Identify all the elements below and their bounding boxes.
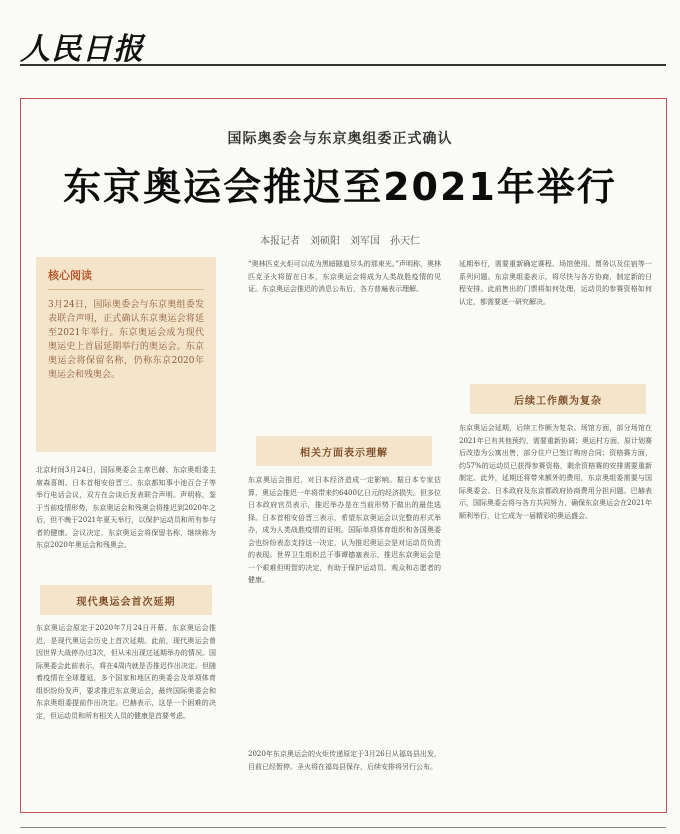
column-1-text-a: 北京时间3月24日，国际奥委会主席巴赫、东京奥组委主席森喜朗、日本首相安倍晋三、东京都知事小池百合子等举行电话会议，双方在会谈后发表联合声明。声明称，鉴于当前疫情形势，东京奥运会和残奥会将推迟到2020年之后，但不晚于2021年夏天举行，以保护运动员和所有参与者的健康。会议决定，东京奥运会将保留名称，继续称为东京2020年奥运会和残奥会。 [36, 466, 216, 549]
column-2-text-c: 2020年东京奥运会的火炬传递原定于3月26日从福岛县出发，目前已经暂停。圣火将在福岛县保存，后续安排将另行公布。 [248, 750, 441, 771]
article-byline: 本报记者 刘硕阳 刘军国 孙天仁 [260, 236, 420, 247]
column-3-text-a: 延期举行，需要重新确定赛程、场馆使用、票务以及住宿等一系列问题。东京奥组委表示，将尽快与各方协商，制定新的日程安排。此前售出的门票将如何处理，运动员的参赛资格如何认定，都需要逐一研究解决。 [459, 260, 652, 306]
newspaper-masthead: 人民日报 [20, 32, 144, 67]
page-bottom-rule [20, 827, 666, 828]
core-reading-box [36, 257, 216, 452]
article-kicker: 国际奥委会与东京奥组委正式确认 [227, 131, 453, 147]
subhead-complex-work: 后续工作颇为复杂 [470, 384, 646, 414]
subhead-first-postponement: 现代奥运会首次延期 [40, 585, 212, 615]
column-2-text-a: “奥林匹克火炬可以成为黑暗隧道尽头的那束光。”声明称，奥林匹克圣火将留在日本，东京奥运会将成为人类战胜疫情的见证。东京奥运会推迟的消息公布后，各方普遍表示理解。 [248, 260, 441, 293]
column-1-text-b: 东京奥运会原定于2020年7月24日开幕。东京奥运会推迟，是现代奥运会历史上首次延期。此前，现代奥运会曾因世界大战停办过3次，但从未出现过延期举办的情况。国际奥委会此前表示，将在4周内就是否推迟作出决定。但随着疫情在全球蔓延，多个国家和地区的奥委会及单项体育组织纷纷发声，要求推迟东京奥运会，最终国际奥委会和东京奥组委提前作出决定。巴赫表示，这是一个困难的决定，但运动员和所有相关人员的健康是首要考虑。 [36, 624, 216, 720]
core-reading-body: 3月24日，国际奥委会与东京奥组委发表联合声明，正式确认东京奥运会将延至2021年举行。东京奥运会成为现代奥运史上首届延期举行的奥运会。东京奥运会将保留名称，仍称东京2020年奥运会和残奥会。 [48, 300, 204, 380]
core-reading-title: 核心阅读 [48, 267, 204, 290]
subhead-parties-understand: 相关方面表示理解 [256, 436, 432, 466]
column-3-text-b: 东京奥运会延期，后续工作颇为复杂。场馆方面，部分场馆在2021年已有其他预约，需要重新协调；奥运村方面，原计划赛后改造为公寓出售，部分住户已签订购房合同；资格赛方面，约57%的运动员已获得参赛资格，剩余资格赛的安排需要重新制定。此外，延期还将带来额外的费用，东京奥组委需要与国际奥委会、日本政府及东京都政府协商费用分担问题。巴赫表示，国际奥委会将与各方共同努力，确保东京奥运会在2021年顺利举行，让它成为一届精彩的奥运盛会。 [459, 424, 652, 520]
article-headline: 东京奥运会推迟至2021年举行 [63, 165, 617, 209]
column-2-text-b: 东京奥运会推迟，对日本经济造成一定影响。据日本专家估算，奥运会推迟一年将带来约6400亿日元的经济损失。但多位日本政府官员表示，推迟举办是在当前形势下做出的最佳选择。日本首相安倍晋三表示，希望东京奥运会以完整的形式举办，成为人类战胜疫情的证明。国际单项体育组织和各国奥委会也纷纷表态支持这一决定，认为推迟奥运会是对运动员负责的表现。世界卫生组织总干事谭德塞表示，推迟东京奥运会是一个艰难但明智的决定，有助于保护运动员、观众和志愿者的健康。 [248, 476, 441, 584]
masthead-rule [20, 64, 666, 66]
